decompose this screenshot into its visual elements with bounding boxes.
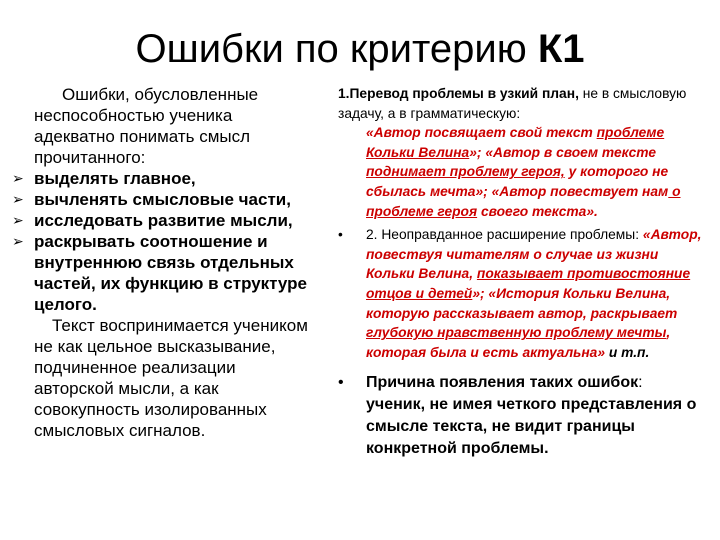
example-text: «Автор повествует нам [491, 183, 669, 199]
skills-list [12, 168, 312, 315]
example-text: , которая была и есть актуальна» [366, 325, 671, 360]
left-outro: Текст воспринимается учеником не как цельное высказывание, подчиненное реализации авторской мысли, а как совокупность изолированных смысловых сигналов. [34, 316, 308, 440]
example-underlined: поднимает проблему героя, [366, 164, 565, 180]
title-criterion-code: К1 [537, 27, 585, 71]
left-column [12, 84, 312, 441]
example-text: своего текста». [477, 203, 598, 219]
skill-text: выделять главное, [34, 169, 196, 188]
point-3-colon: : [638, 374, 643, 392]
example-underlined: проблеме Кольки Велина [366, 125, 665, 160]
example-text: »; «История Кольки Велина, которую рассказывает автор, раскрывает [366, 285, 678, 321]
skill-text: вычленять смысловые части, [34, 190, 291, 209]
example-text: «Автор, повествуя читателям о случае из жизни Кольки Велина, [366, 227, 702, 282]
title-text: Ошибки по критерию [135, 27, 527, 71]
left-intro: Ошибки, обусловленные неспособностью ученика адекватно понимать смысл прочитанного: [34, 85, 259, 167]
point-3-title: Причина появления таких ошибок [366, 374, 639, 392]
skill-text: исследовать развитие мысли, [34, 211, 293, 230]
point-1-header [338, 84, 706, 123]
point-3 [338, 372, 706, 460]
point-2 [338, 225, 706, 362]
example-ending: и т.п. [605, 344, 650, 360]
point-3-text: ученик, не имея четкого представления о смысле текста, не видит границы конкретной проблемы. [366, 396, 697, 458]
skills-list-item [12, 231, 312, 315]
arrow-bullet-icon: ➢ [12, 191, 24, 207]
bullet-icon: • [338, 227, 343, 243]
arrow-bullet-icon: ➢ [12, 212, 24, 228]
example-underlined: о проблеме героя [366, 183, 681, 219]
point-1-rest: не в смысловую задачу, а в грамматическую: [338, 86, 687, 121]
slide-title [0, 26, 720, 72]
bullet-icon: • [338, 374, 344, 392]
arrow-bullet-icon: ➢ [12, 170, 24, 186]
right-column [338, 84, 706, 460]
skills-list-item [12, 210, 312, 231]
arrow-bullet-icon: ➢ [12, 233, 24, 249]
example-text: »; «Автор в своем тексте [469, 144, 657, 160]
example-text: «Автор посвящает свой текст [366, 125, 597, 141]
skills-list-item [12, 189, 312, 210]
point-1-title: 1.Перевод проблемы в узкий план, [338, 86, 579, 101]
point-1 [338, 84, 706, 221]
skills-list-item [12, 168, 312, 189]
point-2-title: 2. Неоправданное расширение проблемы: [366, 227, 640, 243]
example-underlined: показывает противостояние отцов и детей [366, 266, 691, 301]
point-1-examples [338, 123, 706, 221]
example-underlined: глубокую нравственную проблему мечты [366, 325, 667, 341]
example-text: у которого не сбылась мечта»; [366, 164, 669, 199]
skill-text: раскрывать соотношение и внутреннюю связь отдельных частей, их функцию в структуре целого. [34, 232, 308, 314]
